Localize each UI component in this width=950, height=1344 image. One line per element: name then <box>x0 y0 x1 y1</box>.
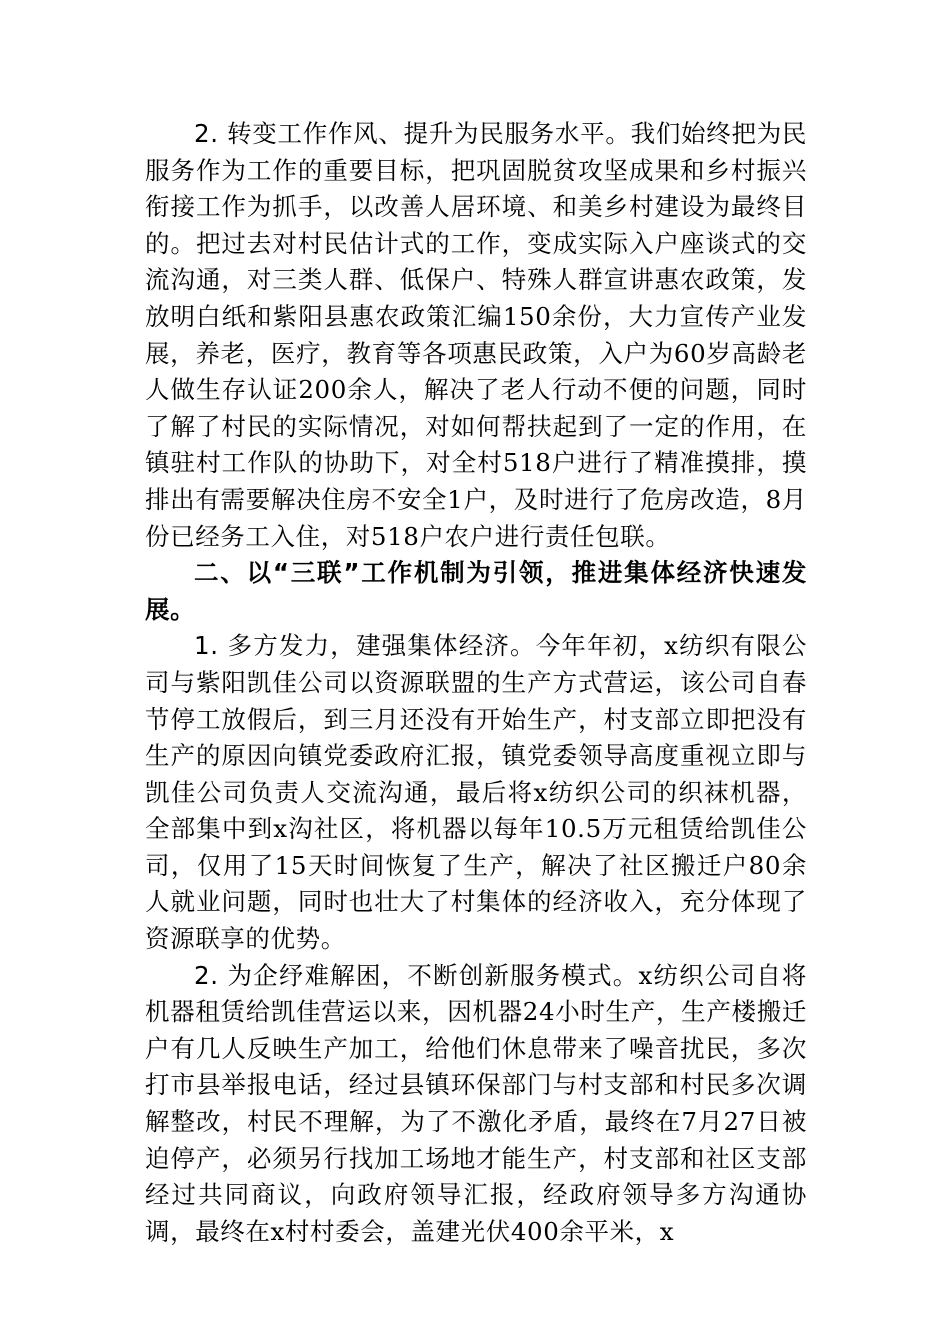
paragraph-enterprise-service <box>145 958 807 1251</box>
paragraph-lead: 2. 转变工作作风、提升为民服务水平。 <box>194 119 631 148</box>
paragraph-lead: 2. 为企纾难解困，不断创新服务模式。 <box>194 960 639 990</box>
paragraph-service-level <box>145 116 807 555</box>
section-heading: 二、以“三联”工作机制为引领，推进集体经济快速发展。 <box>145 558 807 624</box>
paragraph-collective-economy <box>145 628 807 957</box>
paragraph-body: 我们始终把为民服务作为工作的重要目标，把巩固脱贫攻坚成果和乡村振兴衔接工作为抓手，以改善人居环境、和美乡村建设为最终目的。把过去对村民估计式的工作，变成实际入户座谈式的交流沟通，对三类人群、低保户、特殊人群宣讲惠农政策，发放明白纸和紫阳县惠农政策汇编150余份，大力宣传产业发展，养老，医疗，教育等各项惠民政策，入户为60岁高龄老人做生存认证200余人，解决了老人行动不便的问题，同时了解了村民的实际情况，对如何帮扶起到了一定的作用，在镇驻村工作队的协助下，对全村518户进行了精准摸排，摸排出有需要解决住房不安全1户，及时进行了危房改造，8月份已经务工入住，对518户农户进行责任包联。 <box>145 119 808 551</box>
paragraph-lead: 1. 多方发力，建强集体经济。 <box>194 631 536 661</box>
document-page <box>145 116 807 1250</box>
paragraph-body: x纺织公司自将机器租赁给凯佳营运以来，因机器24小时生产，生产楼搬迁户有几人反映生产加工，给他们休息带来了噪音扰民，多次打市县举报电话，经过县镇环保部门与村支部和村民多次调解整改，村民不理解，为了不激化矛盾，最终在7月27日被迫停产，必须另行找加工场地才能生产，村支部和社区支部经过共同商议，向政府领导汇报，经政府领导多方沟通协调，最终在x村村委会，盖建光伏400余平米，x <box>145 960 807 1246</box>
paragraph-body: 今年年初，x纺织有限公司与紫阳凯佳公司以资源联盟的生产方式营运，该公司自春节停工放假后，到三月还没有开始生产，村支部立即把没有生产的原因向镇党委政府汇报，镇党委领导高度重视立即与凯佳公司负责人交流沟通，最后将x纺织公司的织袜机器，全部集中到x沟社区，将机器以每年10.5万元租赁给凯佳公司，仅用了15天时间恢复了生产，解决了社区搬迁户80余人就业问题，同时也壮大了村集体的经济收入，充分体现了资源联享的优势。 <box>145 631 807 954</box>
